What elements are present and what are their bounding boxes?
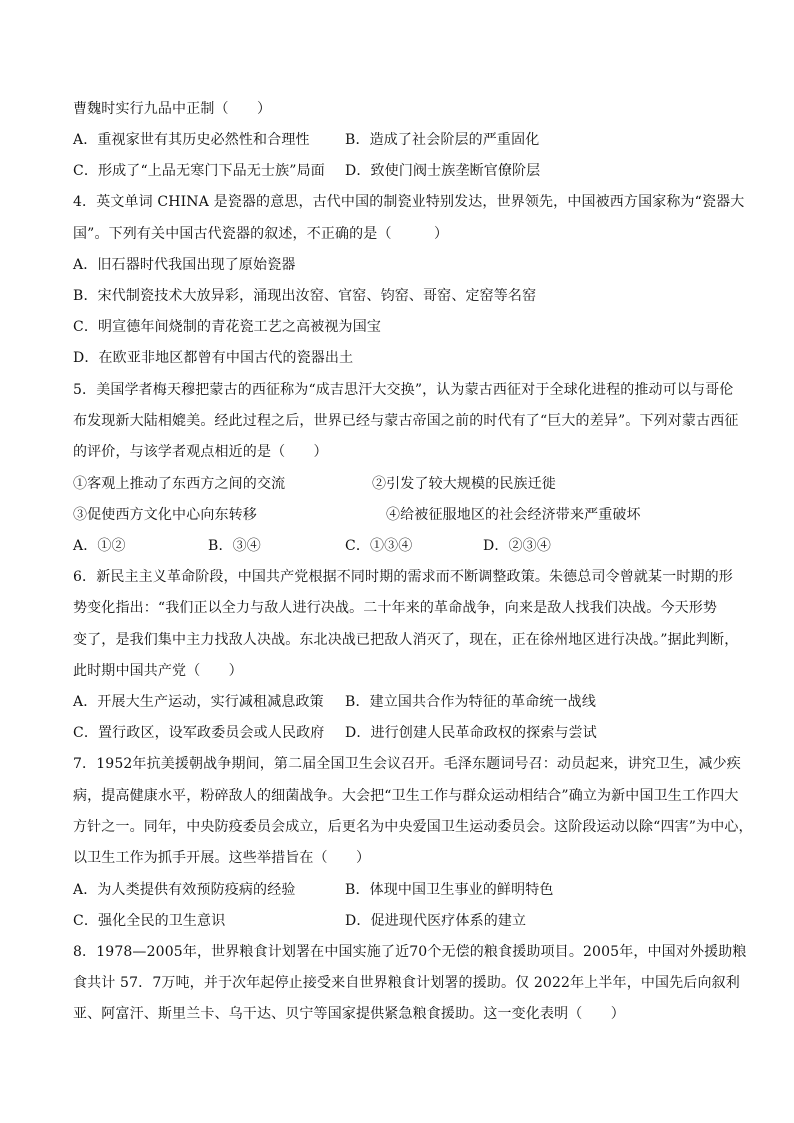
q5-item-4: ④给被征服地区的社会经济带来严重破坏 — [386, 507, 641, 523]
q7-option-b: B．体现中国卫生事业的鲜明特色 — [345, 882, 554, 898]
q3-option-b: B．造成了社会阶层的严重固化 — [345, 132, 540, 148]
q7-stem-line2: 病，提高健康水平，粉碎敌人的细菌战争。大会把“卫生工作与群众运动相结合”确立为新中国卫生工作四大 — [73, 788, 739, 804]
q6-stem-line3: 变了，是我们集中主力找敌人决战。东北决战已把敌人消灭了，现在，正在徐州地区进行决战。”据此判断， — [73, 632, 739, 648]
q3-stem: 曹魏时实行九品中正制（ ） — [73, 101, 272, 117]
q8-stem-line2: 食共计 57．7万吨，并于次年起停止接受来自世界粮食计划署的援助。仅 2022年上半年，中国先后向叙利 — [73, 975, 740, 991]
q5-stem-line3: 的评价，与该学者观点相近的是（ ） — [73, 444, 328, 460]
q7-option-a: A．为人类提供有效预防疫病的经验 — [73, 882, 296, 898]
q8-stem-line1: 8．1978—2005年，世界粮食计划署在中国实施了近70个无偿的粮食援助项目。2005年，中国对外援助粮 — [73, 944, 747, 960]
q7-stem-line1: 7．1952年抗美援朝战争期间，第二届全国卫生会议召开。毛泽东题词号召：动员起来，讲究卫生，减少疾 — [73, 756, 741, 772]
q5-option-c: C．①③④ — [345, 538, 413, 554]
q4-option-c: C．明宣德年间烧制的青花瓷工艺之高被视为国宝 — [73, 319, 382, 335]
q3-option-c: C．形成了“上品无寒门下品无士族”局面 — [73, 163, 325, 179]
q4-stem-line1: 4．英文单词 CHINA 是瓷器的意思，古代中国的制瓷业特别发达，世界领先，中国被西方国家称为“瓷器大 — [73, 194, 745, 210]
q6-stem-line4: 此时期中国共产党（ ） — [73, 663, 243, 679]
q5-item-2: ②引发了较大规模的民族迁徙 — [372, 476, 556, 492]
q7-option-d: D．促进现代医疗体系的建立 — [345, 913, 527, 929]
q6-stem-line2: 势变化指出：“我们正以全力与敌人进行决战。二十年来的革命战争，向来是敌人找我们决战。今天形势 — [73, 600, 718, 616]
q6-stem-line1: 6．新民主主义革命阶段，中国共产党根据不同时期的需求而不断调整政策。朱德总司令曾就某一时期的形 — [73, 569, 733, 585]
q4-stem-line2: 国”。下列有关中国古代瓷器的叙述，不正确的是（ ） — [73, 226, 449, 242]
q3-option-d: D．致使门阀士族垄断官僚阶层 — [345, 163, 541, 179]
q7-stem-line4: 以卫生工作为抓手开展。这些举措旨在（ ） — [73, 850, 371, 866]
q6-option-d: D．进行创建人民革命政权的探索与尝试 — [345, 725, 597, 741]
q3-option-a: A．重视家世有其历史必然性和合理性 — [73, 132, 310, 148]
q8-stem-line3: 亚、阿富汗、斯里兰卡、乌干达、贝宁等国家提供紧急粮食援助。这一变化表明（ ） — [73, 1006, 625, 1022]
q5-option-d: D．②③④ — [483, 538, 551, 554]
q6-option-a: A．开展大生产运动，实行减租减息政策 — [73, 694, 324, 710]
q4-option-d: D．在欧亚非地区都曾有中国古代的瓷器出土 — [73, 350, 354, 366]
q7-stem-line3: 方针之一。同年，中央防疫委员会成立，后更名为中央爱国卫生运动委员会。这阶段运动以除“四害”为中心， — [73, 819, 753, 835]
q5-item-3: ③促使西方文化中心向东转移 — [73, 507, 257, 523]
q4-option-a: A．旧石器时代我国出现了原始瓷器 — [73, 257, 296, 273]
q6-option-c: C．置行政区，设军政委员会或人民政府 — [73, 725, 325, 741]
q5-item-1: ①客观上推动了东西方之间的交流 — [73, 476, 286, 492]
q7-option-c: C．强化全民的卫生意识 — [73, 913, 226, 929]
q5-option-a: A．①② — [73, 538, 126, 554]
q5-option-b: B．③④ — [208, 538, 261, 554]
q6-option-b: B．建立国共合作为特征的革命统一战线 — [345, 694, 596, 710]
q4-option-b: B．宋代制瓷技术大放异彩，涌现出汝窑、官窑、钧窑、哥窑、定窑等名窑 — [73, 288, 537, 304]
q5-stem-line2: 布发现新大陆相媲美。经此过程之后，世界已经与蒙古帝国之前的时代有了“巨大的差异”。下列对蒙古西征 — [73, 413, 739, 429]
q5-stem-line1: 5．美国学者梅天穆把蒙古的西征称为“成吉思汗大交换”，认为蒙古西征对于全球化进程的推动可以与哥伦 — [73, 382, 734, 398]
